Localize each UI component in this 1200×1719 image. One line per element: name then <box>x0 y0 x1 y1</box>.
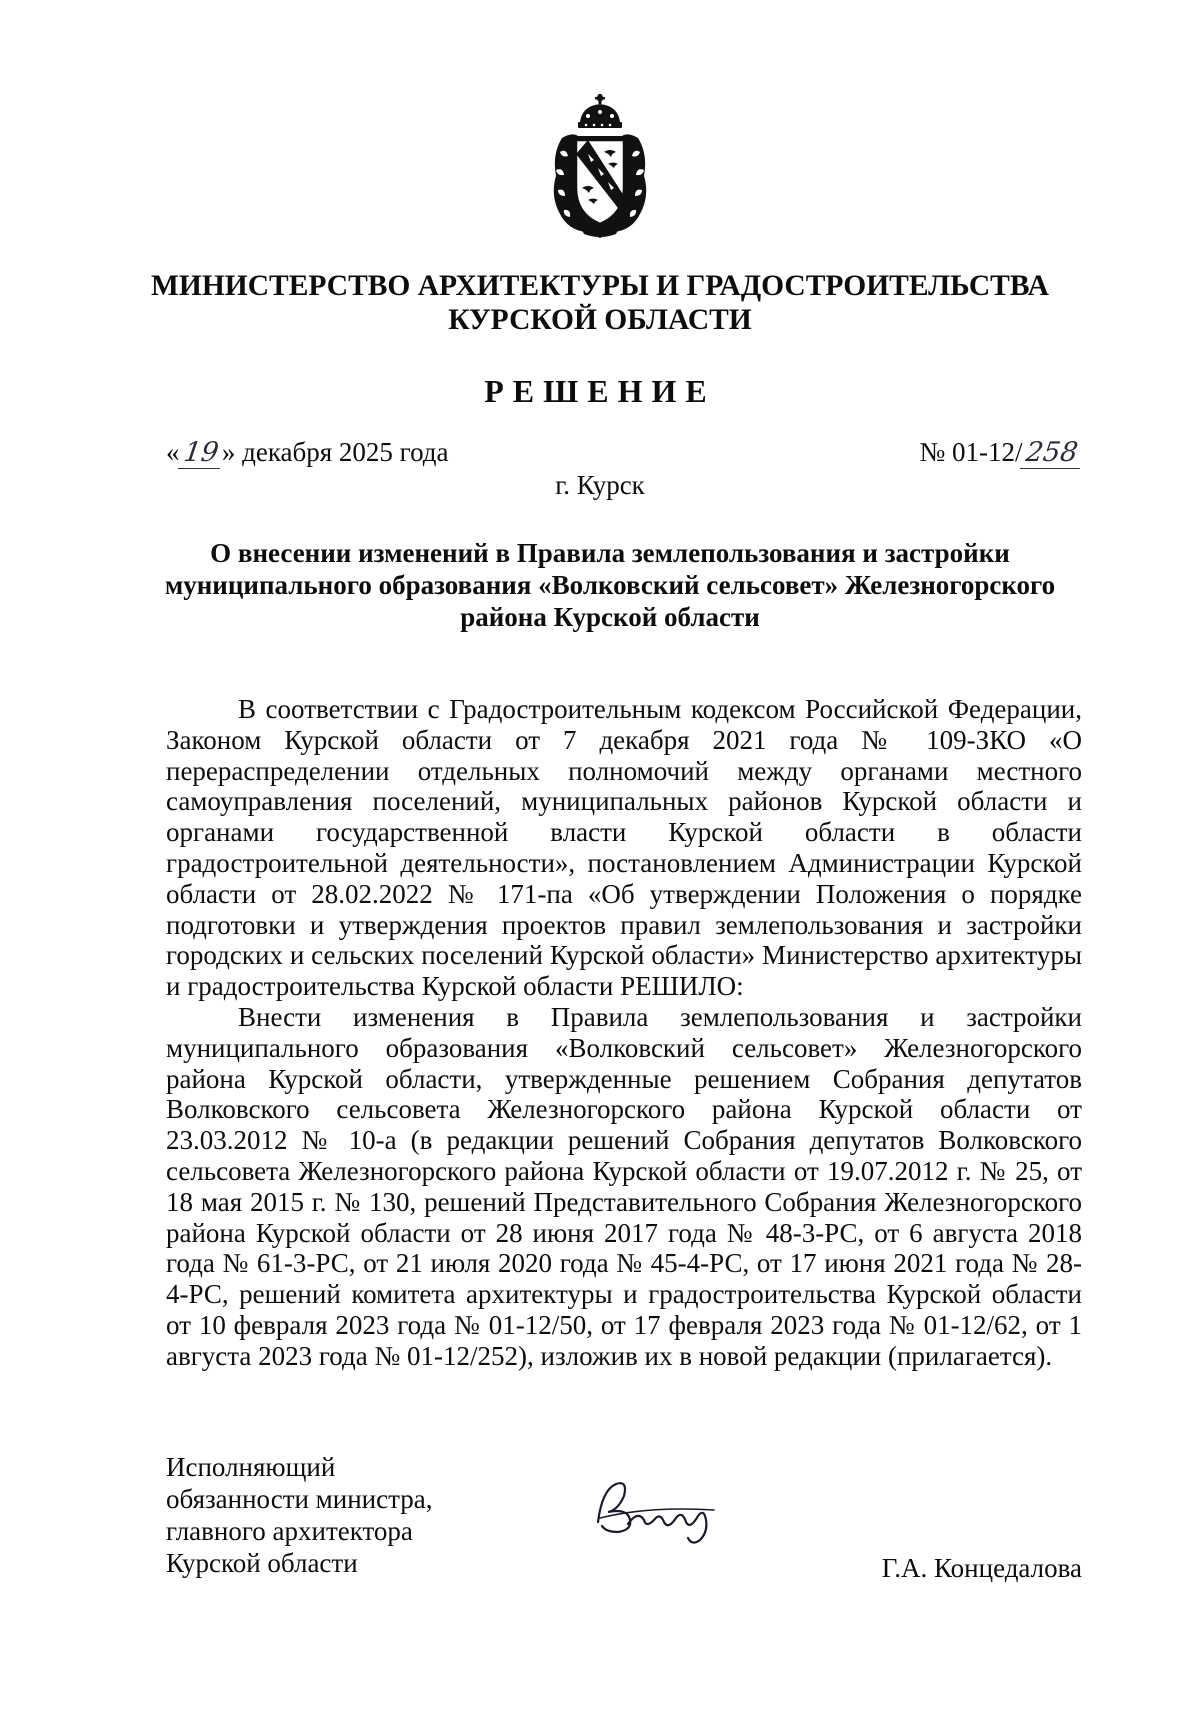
date-rest: » декабря 2025 года <box>221 437 449 467</box>
document-subject <box>150 537 1070 633</box>
document-city: г. Курск <box>555 470 645 500</box>
ministry-line-2: КУРСКОЙ ОБЛАСТИ <box>448 304 752 336</box>
handwritten-signature <box>588 1470 738 1550</box>
coat-of-arms-icon <box>542 92 658 242</box>
subject-line-1: О внесении изменений в Правила землепользования и застройки <box>210 538 1010 568</box>
date-quote-open: « <box>166 437 180 467</box>
handwritten-day: 19 <box>177 437 224 469</box>
body-paragraph-1: В соответствии с Градостроительным кодексом Российской Федерации, Законом Курской области от 7 декабря 2021 года № 109-ЗКО «О перераспределении отдельных полномочий между органами местного самоуправления поселений, муниципальных районов Курской области и органами государственной власти Курской области в области градостроительной деятельности», постановлением Администрации Курской области от 28.02.2022 № 171-па «Об утверждении Положения о порядке подготовки и утверждения проектов правил землепользования и застройки городских и сельских поселений Курской области» Министерство архитектуры и градостроительства Курской области РЕШИЛО: <box>166 694 1082 1002</box>
handwritten-number: 258 <box>1020 437 1084 469</box>
signer-position-line-2: обязанности министра, <box>166 1484 433 1514</box>
document-number <box>919 437 1082 469</box>
ministry-name <box>0 269 1200 337</box>
signer-position-line-3: главного архитектора <box>166 1516 413 1546</box>
subject-line-2: муниципального образования «Волковский сельсовет» Железногорского <box>164 570 1056 600</box>
document-date <box>166 437 449 469</box>
document-body <box>166 694 1082 1372</box>
signer-name: Г.А. Концедалова <box>881 1553 1082 1583</box>
subject-line-3: района Курской области <box>460 602 760 632</box>
signer-position-line-1: Исполняющий <box>166 1452 336 1482</box>
signer-position-line-4: Курской области <box>166 1548 358 1578</box>
body-paragraph-2: Внести изменения в Правила землепользования и застройки муниципального образования «Волковский сельсовет» Железногорского района Курской области, утвержденные решением Собрания депутатов Волковского сельсовета Железногорского района Курской области от 23.03.2012 № 10-а (в редакции решений Собрания депутатов Волковского сельсовета Железногорского района Курской области от 19.07.2012 г. № 25, от 18 мая 2015 г. № 130, решений Представительного Собрания Железногорского района Курской области от 28 июня 2017 года № 48-3-РС, от 6 августа 2018 года № 61-3-РС, от 21 июля 2020 года № 45-4-РС, от 17 июня 2021 года № 28-4-РС, решений комитета архитектуры и градостроительства Курской области от 10 февраля 2023 года № 01-12/50, от 17 февраля 2023 года № 01-12/62, от 1 августа 2023 года № 01-12/252), изложив их в новой редакции (прилагается). <box>166 1001 1082 1371</box>
ministry-line-1: МИНИСТЕРСТВО АРХИТЕКТУРЫ И ГРАДОСТРОИТЕЛЬСТВА <box>151 270 1049 302</box>
number-prefix: № 01-12/ <box>919 437 1023 467</box>
document-type: РЕШЕНИЕ <box>484 373 716 409</box>
signer-position <box>166 1451 432 1579</box>
